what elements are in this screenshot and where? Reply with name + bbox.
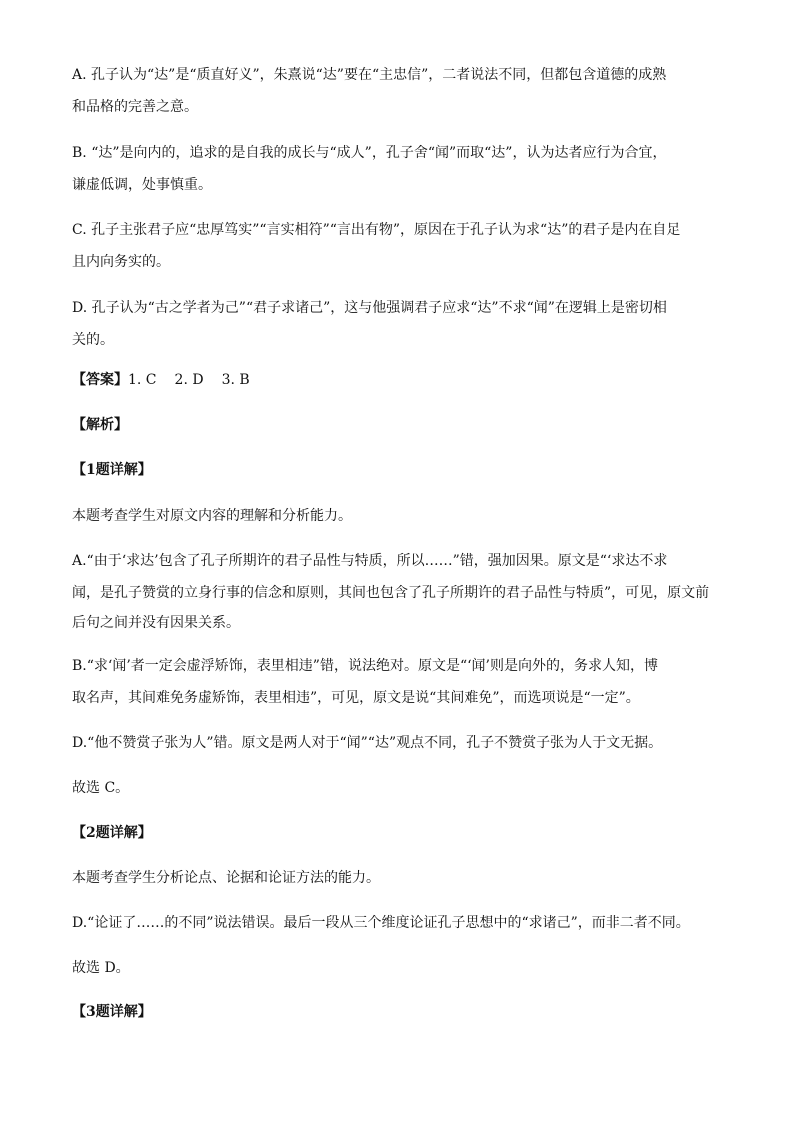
answer-tag: 【答案】	[72, 372, 128, 388]
q1-a-line-1: A.“由于‘求达’包含了孔子所期许的君子品性与特质，所以……”错，强加因果。原文是“‘求达不求	[72, 553, 668, 569]
q3-detail-tag: 【3题详解】	[72, 1004, 152, 1020]
q2-conclusion: 故选 D。	[72, 960, 130, 976]
analysis-tag: 【解析】	[72, 417, 128, 433]
q1-b-line-1: B.“求‘闻’者一定会虚浮矫饰，表里相违”错，说法绝对。原文是“‘闻’则是向外的，务求人知，博	[72, 658, 659, 674]
option-c-line-2: 且内向务实的。	[72, 254, 170, 270]
option-a-line-1: A. 孔子认为“达”是“质直好义”，朱熹说“达”要在“主忠信”，二者说法不同，但都包含道德的成熟	[72, 67, 667, 83]
q1-intro: 本题考查学生对原文内容的理解和分析能力。	[72, 508, 352, 524]
q1-d-line: D.“他不赞赏子张为人”错。原文是两人对于“闻”“达”观点不同，孔子不赞赏子张为人于文无据。	[72, 735, 663, 751]
q2-d-line: D.“论证了……的不同”说法错误。最后一段从三个维度论证孔子思想中的“求诸己”，而非二者不同。	[72, 915, 690, 931]
option-b-line-2: 谦虚低调，处事慎重。	[72, 177, 212, 193]
answer-item-3: 3. B	[221, 372, 250, 388]
option-d-line-2: 关的。	[72, 332, 114, 348]
option-c-line-1: C. 孔子主张君子应“忠厚笃实”“言实相符”“言出有物”，原因在于孔子认为求“达”的君子是内在自足	[72, 222, 681, 238]
q2-intro: 本题考查学生分析论点、论据和论证方法的能力。	[72, 870, 380, 886]
answer-item-1: 1. C	[128, 372, 157, 388]
q2-detail-tag: 【2题详解】	[72, 825, 152, 841]
q1-b-line-2: 取名声，其间难免务虚矫饰，表里相违”，可见，原文是说“其间难免”，而选项说是“一定”。	[72, 690, 640, 706]
q1-a-line-3: 后句之间并没有因果关系。	[72, 615, 240, 631]
q1-detail-tag: 【1题详解】	[72, 462, 152, 478]
option-d-line-1: D. 孔子认为“古之学者为己”“君子求诸己”，这与他强调君子应求“达”不求“闻”在逻辑上是密切相	[72, 300, 667, 316]
q1-conclusion: 故选 C。	[72, 780, 130, 796]
q1-a-line-2: 闻，是孔子赞赏的立身行事的信念和原则，其间也包含了孔子所期许的君子品性与特质”，可见，原文前	[72, 585, 710, 601]
answer-line	[72, 370, 732, 390]
option-b-line-1: B. “达”是向内的，追求的是自我的成长与“成人”，孔子舍“闻”而取“达”，认为达者应行为合宜，	[72, 145, 667, 161]
option-a-line-2: 和品格的完善之意。	[72, 99, 198, 115]
answer-item-2: 2. D	[174, 372, 204, 388]
